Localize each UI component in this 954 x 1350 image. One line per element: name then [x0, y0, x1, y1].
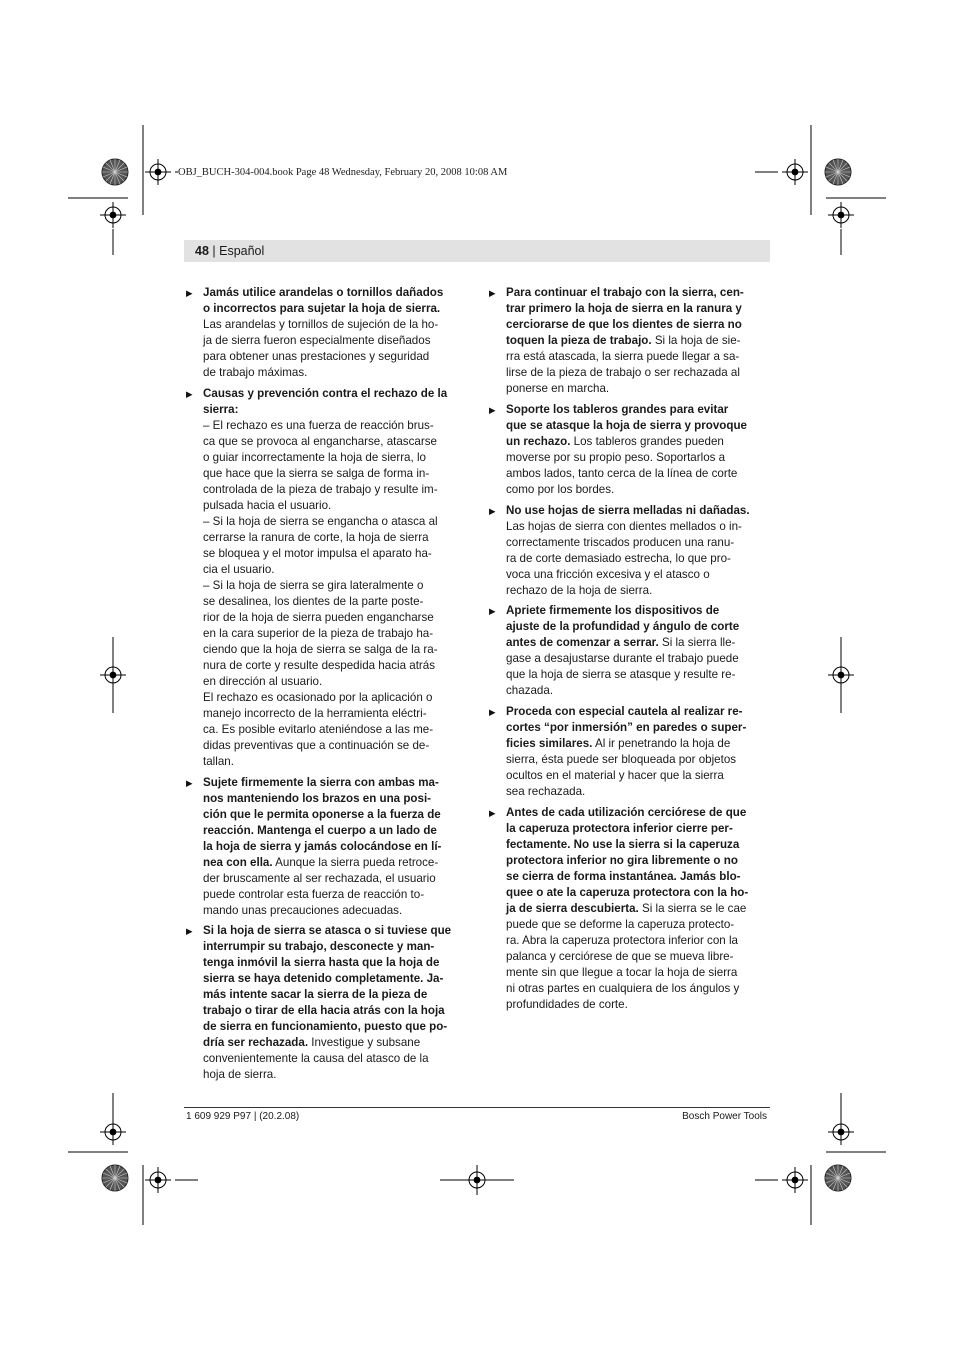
bold-text: Antes de cada utilización cerciórese de que: [506, 805, 747, 819]
bold-text: antes de comenzar a serrar.: [506, 636, 659, 650]
bold-text: un rechazo.: [506, 434, 571, 448]
text-line: [203, 285, 464, 301]
text-line: [203, 775, 464, 791]
text-line: [506, 981, 767, 997]
body-text: lirse de la pieza de trabajo o ser rechazada al: [506, 366, 740, 379]
text-line: [203, 1051, 464, 1067]
text-line: [203, 658, 464, 674]
safety-item: [184, 775, 464, 919]
text-line: [203, 722, 464, 738]
body-text: Si la sierra se le cae: [638, 901, 747, 915]
body-text: ca. Es posible evitarlo ateniéndose a las me-: [203, 722, 434, 736]
text-line: [203, 839, 464, 855]
body-text: pulsada hacia el usuario.: [203, 498, 332, 512]
bold-text: interrumpir su trabajo, desconecte y man-: [203, 940, 435, 954]
text-line: [203, 1067, 464, 1083]
safety-item-text: [203, 386, 464, 770]
text-line: [506, 567, 767, 583]
body-text: sierra, ésta puede ser bloqueada por objetos: [506, 753, 737, 767]
text-line: [506, 853, 767, 869]
bold-text: Para continuar el trabajo con la sierra, cen-: [506, 286, 744, 299]
body-text: voca una fricción excesiva y el atasco o: [506, 567, 710, 581]
text-line: [506, 365, 767, 381]
safety-item-text: [506, 503, 767, 599]
text-line: [203, 807, 464, 823]
header-language: Español: [219, 244, 265, 258]
bold-text: ficies similares.: [506, 737, 593, 751]
bold-text: cortes “por inmersión” en paredes o super-: [506, 721, 747, 735]
safety-item: [487, 503, 767, 599]
bold-text: tenga inmóvil la sierra hasta que la hoja de: [203, 956, 440, 970]
safety-item-text: [203, 923, 464, 1083]
body-text: rra está atascada, la sierra puede llegar a sa-: [506, 350, 740, 363]
text-line: [203, 903, 464, 919]
text-line: [203, 923, 464, 939]
text-line: [506, 434, 767, 450]
bold-text: Si la hoja de sierra se atasca o si tuviese que: [203, 924, 452, 938]
body-text: correctamente triscados producen una ranu-: [506, 535, 735, 549]
body-text: Las arandelas y tornillos de sujeción de la ho-: [203, 318, 439, 331]
text-line: [506, 285, 767, 301]
text-line: [506, 667, 767, 683]
text-line: [203, 690, 464, 706]
body-text: – Si la hoja de sierra se gira lateralmente o: [203, 578, 424, 592]
text-line: [203, 754, 464, 770]
bold-text: Jamás utilice arandelas o tornillos dañados: [203, 286, 444, 299]
body-text: ocultos en el material y hacer que la sierra: [506, 769, 724, 783]
text-line: [203, 594, 464, 610]
body-text: ra de corte demasiado estrecha, lo que pro-: [506, 551, 731, 565]
body-text: profundidades de corte.: [506, 997, 628, 1011]
body-text: en la cara superior de la pieza de trabajo ha-: [203, 626, 434, 640]
body-text: tallan.: [203, 754, 234, 768]
bold-text: toquen la pieza de trabajo.: [506, 334, 652, 347]
body-text: ni otras partes en cualquiera de los ángulos y: [506, 981, 740, 995]
safety-item: [184, 285, 464, 381]
text-line: [506, 704, 767, 720]
bullet-arrow-icon: ▶: [489, 404, 496, 415]
bold-text: cerciorarse de que los dientes de sierra no: [506, 318, 742, 331]
body-text: cia el usuario.: [203, 562, 275, 576]
body-text: o guiar incorrectamente la hoja de sierra, lo: [203, 450, 426, 464]
safety-item: [487, 285, 767, 397]
text-line: [506, 768, 767, 784]
text-line: [506, 917, 767, 933]
body-text: ca que se provoca al engancharse, atascarse: [203, 434, 437, 448]
text-line: [203, 642, 464, 658]
text-line: [506, 965, 767, 981]
bullet-arrow-icon: ▶: [489, 707, 496, 718]
text-line: [203, 955, 464, 971]
body-text: moverse por su propio peso. Soportarlos a: [506, 450, 726, 464]
text-line: [506, 683, 767, 699]
footer-doc-number: 1 609 929 P97 | (20.2.08): [186, 1111, 300, 1122]
body-text: que la hoja de sierra se atasque y resulte re-: [506, 668, 736, 682]
body-text: ja de sierra fueron especialmente diseñados: [203, 334, 431, 347]
bullet-arrow-icon: ▶: [489, 505, 496, 516]
body-text: rechazo de la hoja de sierra.: [506, 583, 653, 597]
text-line: [506, 583, 767, 599]
body-text: palanca y cerciórese de que se mueva libre-: [506, 949, 734, 963]
header-text: [195, 243, 264, 259]
safety-item-text: [506, 402, 767, 498]
bold-text: trar primero la hoja de sierra en la ranura y: [506, 302, 742, 315]
text-line: [203, 738, 464, 754]
text-line: [506, 736, 767, 752]
text-line: [506, 333, 767, 349]
safety-item: [487, 603, 767, 699]
body-text: gase a desajustarse durante el trabajo puede: [506, 652, 739, 666]
text-line: [203, 791, 464, 807]
body-text: convenientemente la causa del atasco de la: [203, 1052, 429, 1066]
text-line: [506, 651, 767, 667]
body-text: cerrarse la ranura de corte, la hoja de sierra: [203, 530, 429, 544]
body-text: sea rechazada.: [506, 785, 586, 799]
text-line: [203, 514, 464, 530]
bullet-arrow-icon: ▶: [186, 388, 193, 399]
text-line: [506, 418, 767, 434]
bold-text: Causas y prevención contra el rechazo de la: [203, 386, 448, 400]
safety-item-text: [506, 603, 767, 699]
bullet-arrow-icon: ▶: [489, 288, 496, 298]
text-line: [203, 402, 464, 418]
bold-text: sierra:: [203, 402, 239, 416]
text-line: [203, 498, 464, 514]
safety-item-text: [506, 704, 767, 800]
body-text: puede que se deforme la caperuza protecto-: [506, 917, 735, 931]
text-line: [506, 603, 767, 619]
text-line: [506, 997, 767, 1013]
text-line: [203, 887, 464, 903]
body-text: controlada de la pieza de trabajo y resulte im-: [203, 482, 438, 496]
bold-text: se cierra de forma instantánea. Jamás blo-: [506, 869, 741, 883]
text-line: [506, 402, 767, 418]
bold-text: nea con ella.: [203, 855, 273, 869]
body-text: El rechazo es ocasionado por la aplicación o: [203, 690, 433, 704]
text-line: [203, 610, 464, 626]
text-line: [506, 805, 767, 821]
body-text: Al ir penetrando la hoja de: [592, 737, 731, 751]
safety-item: [487, 805, 767, 1013]
body-text: hoja de sierra.: [203, 1068, 277, 1082]
text-line: [203, 466, 464, 482]
text-line: [203, 317, 464, 333]
bold-text: ción que le permita oponerse a la fuerza de: [203, 807, 441, 821]
body-text: didas preventivas que a continuación se de-: [203, 738, 430, 752]
bold-text: ajuste de la profundidad y ángulo de corte: [506, 620, 740, 634]
text-line: [203, 971, 464, 987]
text-line: [506, 519, 767, 535]
body-text: Investigue y subsane: [308, 1036, 421, 1050]
bold-text: ja de sierra descubierta.: [506, 901, 639, 915]
body-text: Los tableros grandes pueden: [570, 434, 724, 448]
safety-item: [184, 923, 464, 1083]
text-line: [203, 562, 464, 578]
text-line: [203, 450, 464, 466]
body-text: se desalinea, los dientes de la parte poste-: [203, 594, 424, 608]
bold-text: Sujete firmemente la sierra con ambas ma-: [203, 775, 439, 789]
bold-text: o incorrectos para sujetar la hoja de sierra.: [203, 302, 441, 315]
body-text: ra. Abra la caperuza protectora inferior con la: [506, 933, 738, 947]
body-text: manejo incorrecto de la herramienta eléctri-: [203, 706, 427, 720]
text-line: [203, 349, 464, 365]
body-text: der bruscamente al ser rechazada, el usuario: [203, 871, 436, 885]
page-header: [184, 240, 770, 262]
bold-text: dría ser rechazada.: [203, 1036, 309, 1050]
bold-text: reacción. Mantenga el cuerpo a un lado de: [203, 823, 437, 837]
safety-item-text: [203, 775, 464, 919]
text-line: [506, 535, 767, 551]
bold-text: Proceda con especial cautela al realizar re-: [506, 705, 743, 719]
body-text: en dirección al usuario.: [203, 674, 323, 688]
bold-text: Soporte los tableros grandes para evitar: [506, 402, 729, 416]
bullet-arrow-icon: ▶: [489, 807, 496, 818]
text-line: [506, 901, 767, 917]
body-text: para obtener unas prestaciones y seguridad: [203, 350, 430, 363]
body-text: ponerse en marcha.: [506, 382, 610, 395]
bold-text: protectora inferior no gira libremente o no: [506, 853, 738, 867]
body-text: de trabajo máximas.: [203, 366, 308, 379]
safety-item: [487, 704, 767, 800]
text-line: [203, 530, 464, 546]
body-text: – El rechazo es una fuerza de reacción brus-: [203, 418, 434, 432]
bold-text: más intente sacar la sierra de la pieza de: [203, 988, 428, 1002]
body-text: como por los bordes.: [506, 482, 615, 496]
text-line: [506, 720, 767, 736]
text-line: [506, 503, 767, 519]
text-line: [203, 674, 464, 690]
text-line: [203, 855, 464, 871]
text-line: [506, 466, 767, 482]
body-text: rior de la hoja de sierra pueden engancharse: [203, 610, 434, 624]
text-line: [506, 837, 767, 853]
safety-item-text: [506, 805, 767, 1013]
text-line: [506, 933, 767, 949]
text-line: [203, 823, 464, 839]
text-line: [203, 418, 464, 434]
text-line: [203, 365, 464, 381]
text-line: [203, 434, 464, 450]
text-line: [203, 1003, 464, 1019]
text-line: [203, 386, 464, 402]
book-file-info: OBJ_BUCH-304-004.book Page 48 Wednesday, February 20, 2008 10:08 AM: [178, 167, 508, 178]
text-line: [506, 752, 767, 768]
text-line: [203, 333, 464, 349]
bullet-arrow-icon: ▶: [186, 777, 193, 788]
text-line: [506, 482, 767, 498]
body-text: Aunque la sierra pueda retroce-: [272, 855, 439, 869]
bold-text: trabajo o tirar de ella hacia atrás con la hoja: [203, 1004, 445, 1018]
text-line: [203, 546, 464, 562]
text-line: [203, 871, 464, 887]
bold-text: que se atasque la hoja de sierra y provoque: [506, 418, 747, 432]
text-line: [203, 987, 464, 1003]
bold-text: Apriete firmemente los dispositivos de: [506, 604, 720, 618]
text-line: [203, 301, 464, 317]
header-separator: |: [208, 244, 220, 258]
text-line: [203, 578, 464, 594]
body-text: Las hojas de sierra con dientes mellados o in-: [506, 519, 742, 533]
text-line: [506, 619, 767, 635]
text-line: [506, 784, 767, 800]
footer-brand: Bosch Power Tools: [682, 1111, 767, 1122]
text-line: [203, 706, 464, 722]
text-line: [506, 301, 767, 317]
bold-text: No use hojas de sierra melladas ni dañadas.: [506, 503, 750, 517]
safety-item: [487, 402, 767, 498]
text-line: [203, 626, 464, 642]
text-line: [506, 885, 767, 901]
body-text: chazada.: [506, 684, 554, 698]
bullet-arrow-icon: ▶: [186, 288, 193, 298]
text-line: [506, 949, 767, 965]
text-line: [506, 821, 767, 837]
text-line: [203, 939, 464, 955]
safety-item-text: [203, 285, 464, 381]
bold-text: de sierra en funcionamiento, puesto que po-: [203, 1020, 448, 1034]
page-number: 48: [195, 244, 209, 258]
bold-text: la caperuza protectora inferior cierre per-: [506, 821, 733, 835]
text-line: [506, 450, 767, 466]
body-text: ciendo que la hoja de sierra se salga de la ra-: [203, 642, 438, 656]
safety-item: [184, 386, 464, 770]
text-line: [506, 551, 767, 567]
body-text: Si la sierra lle-: [658, 636, 736, 650]
safety-item-text: [506, 285, 767, 397]
body-text: que hace que la sierra se salga de forma in-: [203, 466, 430, 480]
body-text: puede controlar esta fuerza de reacción to-: [203, 887, 425, 901]
text-line: [506, 869, 767, 885]
body-text: ambos lados, tanto cerca de la línea de corte: [506, 466, 738, 480]
text-line: [506, 349, 767, 365]
left-column: [184, 285, 464, 1088]
bold-text: nos manteniendo los brazos en una posi-: [203, 791, 432, 805]
text-line: [203, 1035, 464, 1051]
footer-rule: [184, 1107, 770, 1108]
body-text: mando unas precauciones adecuadas.: [203, 903, 403, 917]
right-column: [487, 285, 767, 1018]
bold-text: fectamente. No use la sierra si la caperuza: [506, 837, 740, 851]
bold-text: la hoja de sierra y jamás colocándose en lí-: [203, 839, 442, 853]
body-text: Si la hoja de sie-: [651, 334, 741, 347]
text-line: [506, 317, 767, 333]
bold-text: sierra se haya detenido completamente. Ja-: [203, 972, 444, 986]
body-text: – Si la hoja de sierra se engancha o atasca al: [203, 514, 438, 528]
bullet-arrow-icon: ▶: [186, 926, 193, 937]
text-line: [506, 635, 767, 651]
body-text: se bloquea y el motor impulsa el aparato ha-: [203, 546, 432, 560]
text-line: [203, 482, 464, 498]
text-line: [203, 1019, 464, 1035]
bold-text: quee o ate la caperuza protectora con la ho-: [506, 885, 749, 899]
bullet-arrow-icon: ▶: [489, 606, 496, 617]
body-text: nura de corte y resulte despedida hacia atrás: [203, 658, 436, 672]
text-line: [506, 381, 767, 397]
body-text: mente sin que llegue a tocar la hoja de sierra: [506, 965, 738, 979]
